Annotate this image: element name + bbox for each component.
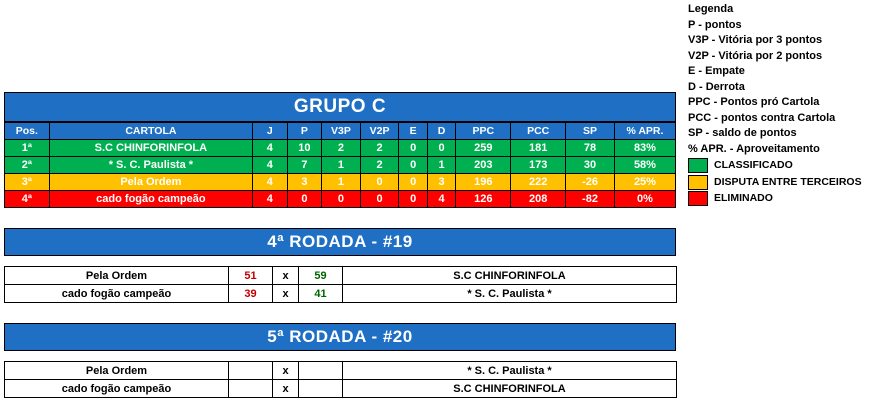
match-away-score: [299, 380, 343, 398]
swatch-red-icon: [688, 191, 708, 206]
group-title: GRUPO C: [5, 93, 676, 122]
cell-ppc: 259: [456, 140, 511, 157]
table-row: [5, 140, 676, 157]
cell-j: 4: [253, 157, 288, 174]
cell-pos: 3ª: [5, 174, 50, 191]
col-apr: % APR.: [614, 123, 675, 140]
match-away-team: S.C CHINFORINFOLA: [343, 380, 677, 398]
cell-v3p: 2: [322, 140, 361, 157]
round-banner-5: [4, 323, 676, 351]
cell-pcc: 173: [511, 157, 566, 174]
cell-apr: 83%: [614, 140, 675, 157]
group-section: [4, 92, 676, 398]
cell-cartola: Pela Ordem: [49, 174, 252, 191]
table-row: [5, 174, 676, 191]
table-row: [5, 362, 677, 380]
cell-pcc: 222: [511, 174, 566, 191]
cell-v2p: 2: [360, 140, 399, 157]
cell-ppc: 126: [456, 191, 511, 208]
cell-cartola: S.C CHINFORINFOLA: [49, 140, 252, 157]
cell-p: 7: [287, 157, 322, 174]
round-5-matches: [4, 361, 677, 398]
cell-d: 3: [427, 174, 455, 191]
match-versus: x: [273, 380, 299, 398]
cell-pos: 4ª: [5, 191, 50, 208]
col-pos: Pos.: [5, 123, 50, 140]
legend-line-apr: % APR. - Aproveitamento: [688, 142, 820, 155]
legend-key-eliminado: [688, 191, 866, 207]
cell-pcc: 208: [511, 191, 566, 208]
cell-j: 4: [253, 140, 288, 157]
col-cartola: CARTOLA: [49, 123, 252, 140]
table-row: [5, 285, 677, 303]
cell-p: 10: [287, 140, 322, 157]
group-title-banner: [4, 92, 676, 122]
cell-cartola: cado fogão campeão: [49, 191, 252, 208]
match-home-team: cado fogão campeão: [5, 285, 229, 303]
cell-pcc: 181: [511, 140, 566, 157]
cell-p: 0: [287, 191, 322, 208]
col-j: J: [253, 123, 288, 140]
match-away-team: * S. C. Paulista *: [343, 285, 677, 303]
legend-line-p: P - pontos: [688, 18, 742, 31]
col-v3p: V3P: [322, 123, 361, 140]
round-4-matches: [4, 266, 677, 303]
cell-d: 0: [427, 140, 455, 157]
legend-line-d: D - Derrota: [688, 80, 745, 93]
match-home-team: Pela Ordem: [5, 267, 229, 285]
legend-key-label: ELIMINADO: [714, 192, 773, 204]
round-title: 4ª RODADA - #19: [5, 229, 676, 256]
cell-sp: 78: [566, 140, 615, 157]
round-title: 5ª RODADA - #20: [5, 324, 676, 351]
col-sp: SP: [566, 123, 615, 140]
legend-line-e: E - Empate: [688, 65, 745, 77]
cell-v3p: 1: [322, 157, 361, 174]
col-pcc: PCC: [511, 123, 566, 140]
table-row: [5, 267, 677, 285]
legend-line-v2p: V2P - Vitória por 2 pontos: [688, 49, 823, 62]
legend: [688, 2, 866, 207]
match-versus: x: [273, 285, 299, 303]
legend-key-label: CLASSIFICADO: [714, 159, 793, 171]
col-v2p: V2P: [360, 123, 399, 140]
standings-header-row: [5, 123, 676, 140]
cell-v2p: 2: [360, 157, 399, 174]
cell-v2p: 0: [360, 174, 399, 191]
cell-e: 0: [399, 140, 427, 157]
table-row: [5, 380, 677, 398]
col-e: E: [399, 123, 427, 140]
match-home-score: 51: [229, 267, 273, 285]
cell-e: 0: [399, 191, 427, 208]
cell-apr: 0%: [614, 191, 675, 208]
cell-sp: 30: [566, 157, 615, 174]
cell-e: 0: [399, 174, 427, 191]
table-row: [5, 157, 676, 174]
cell-v2p: 0: [360, 191, 399, 208]
match-away-score: 59: [299, 267, 343, 285]
cell-p: 3: [287, 174, 322, 191]
match-away-team: S.C CHINFORINFOLA: [343, 267, 677, 285]
cell-pos: 1ª: [5, 140, 50, 157]
legend-line-sp: SP - saldo de pontos: [688, 127, 797, 139]
col-d: D: [427, 123, 455, 140]
legend-key-classificado: [688, 158, 866, 174]
match-away-score: 41: [299, 285, 343, 303]
cell-apr: 25%: [614, 174, 675, 191]
col-ppc: PPC: [456, 123, 511, 140]
cell-sp: -26: [566, 174, 615, 191]
legend-key-terceiros: [688, 175, 866, 191]
cell-apr: 58%: [614, 157, 675, 174]
cell-ppc: 196: [456, 174, 511, 191]
legend-title: Legenda: [688, 3, 734, 15]
cell-j: 4: [253, 174, 288, 191]
cell-j: 4: [253, 191, 288, 208]
legend-line-ppc: PPC - Pontos pró Cartola: [688, 96, 820, 108]
match-versus: x: [273, 267, 299, 285]
cell-d: 1: [427, 157, 455, 174]
cell-pos: 2ª: [5, 157, 50, 174]
match-home-score: [229, 380, 273, 398]
round-banner-4: [4, 228, 676, 256]
cell-d: 4: [427, 191, 455, 208]
match-away-score: [299, 362, 343, 380]
legend-key-label: DISPUTA ENTRE TERCEIROS: [714, 175, 862, 188]
cell-cartola: * S. C. Paulista *: [49, 157, 252, 174]
standings-table: [4, 122, 676, 208]
cell-sp: -82: [566, 191, 615, 208]
col-p: P: [287, 123, 322, 140]
match-home-team: Pela Ordem: [5, 362, 229, 380]
match-away-team: * S. C. Paulista *: [343, 362, 677, 380]
legend-line-v3p: V3P - Vitória por 3 pontos: [688, 34, 823, 46]
cell-ppc: 203: [456, 157, 511, 174]
cell-v3p: 0: [322, 191, 361, 208]
match-versus: x: [273, 362, 299, 380]
match-home-score: 39: [229, 285, 273, 303]
match-home-score: [229, 362, 273, 380]
swatch-amber-icon: [688, 175, 708, 190]
table-row: [5, 191, 676, 208]
swatch-green-icon: [688, 158, 708, 173]
legend-line-pcc: PCC - pontos contra Cartola: [688, 111, 836, 124]
match-home-team: cado fogão campeão: [5, 380, 229, 398]
cell-v3p: 1: [322, 174, 361, 191]
cell-e: 0: [399, 157, 427, 174]
